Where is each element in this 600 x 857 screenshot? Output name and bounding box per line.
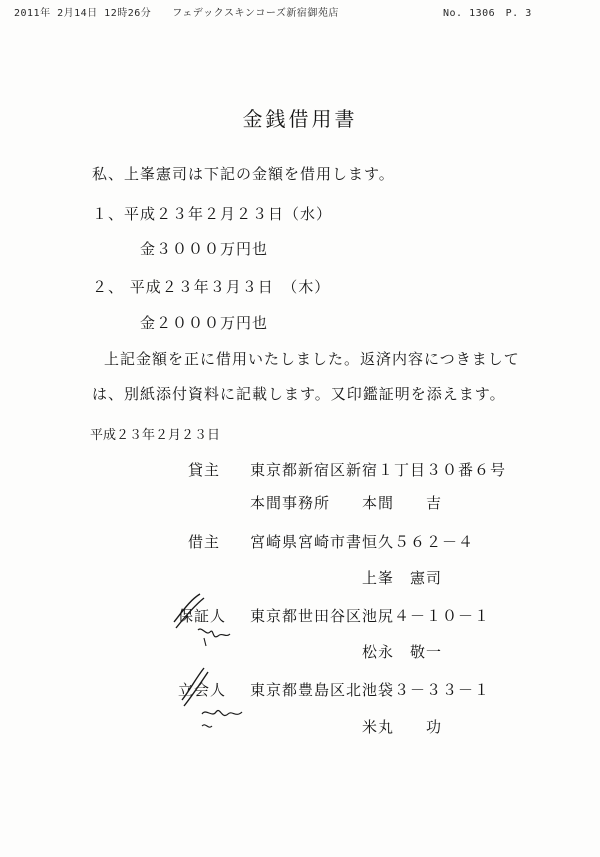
witness-handwritten-correction [172,666,252,736]
guarantor-name: 松永 敬一 [362,643,443,661]
witness-name: 米丸 功 [362,718,443,736]
witness-address: 東京都豊島区北池袋３－３３－１ [250,681,491,699]
lender-label: 貸主 [188,461,221,479]
lender-name: 本間事務所 本間 吉 [250,494,443,512]
paragraph-line-1: 上記金額を正に借用いたしました。返済内容につきまして [104,350,520,368]
intro-line: 私、上峯憲司は下記の金額を借用します。 [92,165,395,183]
witness-label: 立会人 [178,681,227,699]
document-title: 金銭借用書 [242,107,358,131]
borrower-address: 宮崎県宮崎市書恒久５６２－４ [250,533,475,551]
paragraph-line-2: は、別紙添付資料に記載します。又印鑑証明を添えます。 [92,385,506,403]
lender-address: 東京都新宿区新宿１丁目３０番６号 [250,461,507,479]
loan-item-1-amount: 金３０００万円也 [140,240,269,258]
loan-item-2-amount: 金２０００万円也 [140,314,269,332]
borrower-name: 上峯 憲司 [362,569,443,587]
borrower-label: 借主 [188,533,221,551]
loan-item-2-date: ２、 平成２３年３月３日 （木） [92,278,331,296]
document-date: 平成２３年２月２３日 [90,428,221,443]
loan-item-1-date: １、平成２３年２月２３日（水） [92,205,333,223]
guarantor-address: 東京都世田谷区池尻４－１０－１ [250,607,491,625]
guarantor-handwritten-correction [170,592,240,652]
guarantor-label: 保証人 [178,607,227,625]
fax-header-left: 2011年 2月14日 12時26分 フェデックスキンコーズ新宿御苑店 [14,8,339,19]
fax-header-right: No. 1306 P. 3 [443,8,532,19]
